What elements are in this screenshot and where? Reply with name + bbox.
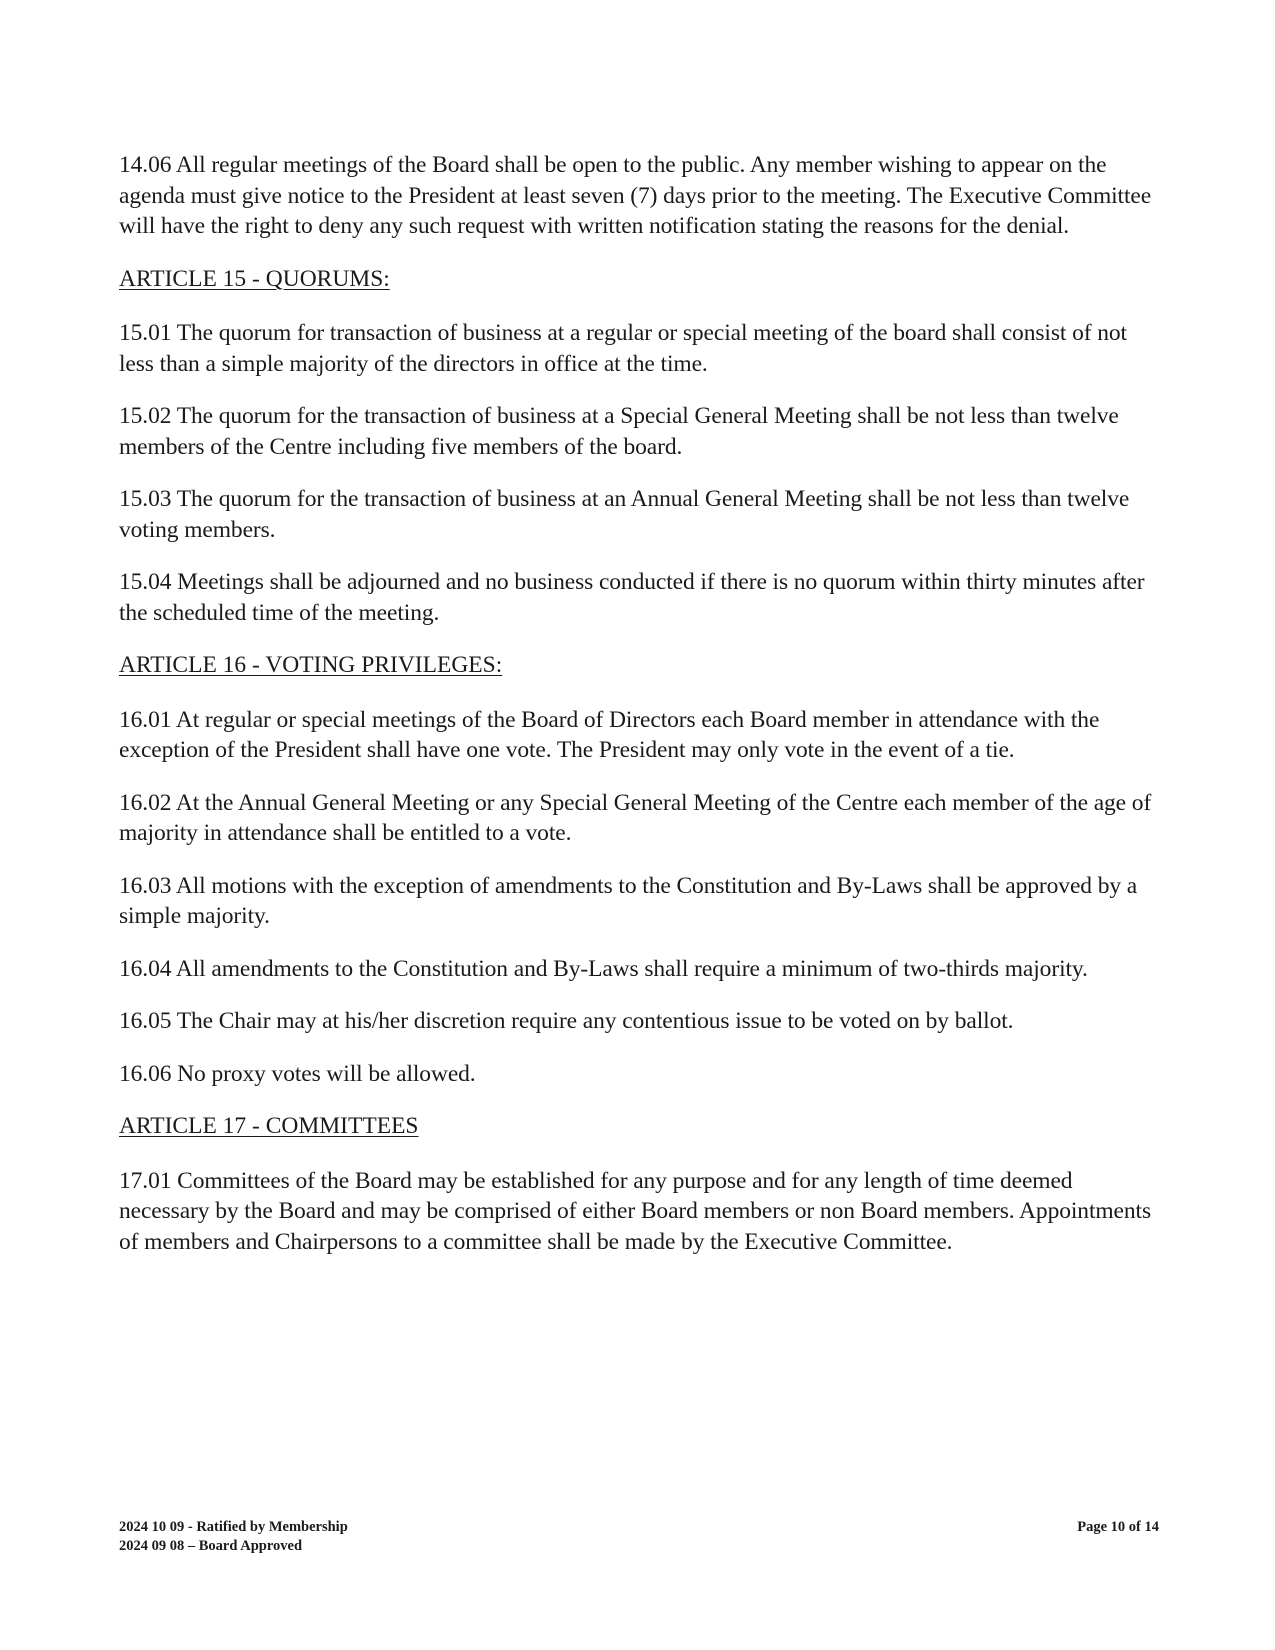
- clause-17-01: 17.01 Committees of the Board may be established for any purpose and for any length of time deemed necessary by the Board and may be comprised of either Board members or non Board members. Appointments of members and Chairpersons to a committee shall be made by the Executive Committee.: [119, 1167, 1152, 1255]
- clause-16-02: 16.02 At the Annual General Meeting or any Special General Meeting of the Centre each member of the age of majority in attendance shall be entitled to a vote.: [119, 789, 1152, 846]
- footer-approved-line: 2024 09 08 – Board Approved: [119, 1538, 303, 1554]
- clause-15-02: 15.02 The quorum for the transaction of business at a Special General Meeting shall be not less than twelve members of the Centre including five members of the board.: [119, 403, 1119, 460]
- article-15-heading: ARTICLE 15 - QUORUMS:: [119, 265, 390, 292]
- footer-ratified-line: 2024 10 09 - Ratified by Membership: [119, 1519, 348, 1535]
- clause-16-01: 16.01 At regular or special meetings of the Board of Directors each Board member in attendance with the exception of the President shall have one vote. The President may only vote in the event of a tie.: [119, 706, 1100, 763]
- clause-15-04: 15.04 Meetings shall be adjourned and no business conducted if there is no quorum within thirty minutes after the scheduled time of the meeting.: [119, 569, 1145, 626]
- clause-15-01: 15.01 The quorum for transaction of business at a regular or special meeting of the board shall consist of not less than a simple majority of the directors in office at the time.: [119, 320, 1127, 377]
- clause-16-03: 16.03 All motions with the exception of amendments to the Constitution and By-Laws shall be approved by a simple majority.: [119, 872, 1138, 929]
- footer-revision-info: [119, 1518, 348, 1556]
- page-number: Page 10 of 14: [1077, 1519, 1159, 1535]
- clause-16-05: 16.05 The Chair may at his/her discretion require any contentious issue to be voted on by ballot.: [119, 1008, 1014, 1034]
- clause-15-03: 15.03 The quorum for the transaction of business at an Annual General Meeting shall be not less than twelve voting members.: [119, 486, 1130, 543]
- clause-16-04: 16.04 All amendments to the Constitution and By-Laws shall require a minimum of two-thirds majority.: [119, 955, 1088, 982]
- clause-16-06: 16.06 No proxy votes will be allowed.: [119, 1060, 476, 1087]
- clause-14-06: 14.06 All regular meetings of the Board shall be open to the public. Any member wishing to appear on the agenda must give notice to the President at least seven (7) days prior to the meeting. The Executive Committee will have the right to deny any such request with written notification stating the reasons for the denial.: [119, 152, 1152, 239]
- article-17-heading: ARTICLE 17 - COMMITTEES: [119, 1113, 419, 1139]
- article-16-heading: ARTICLE 16 - VOTING PRIVILEGES:: [119, 652, 503, 678]
- document-body: [119, 150, 1159, 1279]
